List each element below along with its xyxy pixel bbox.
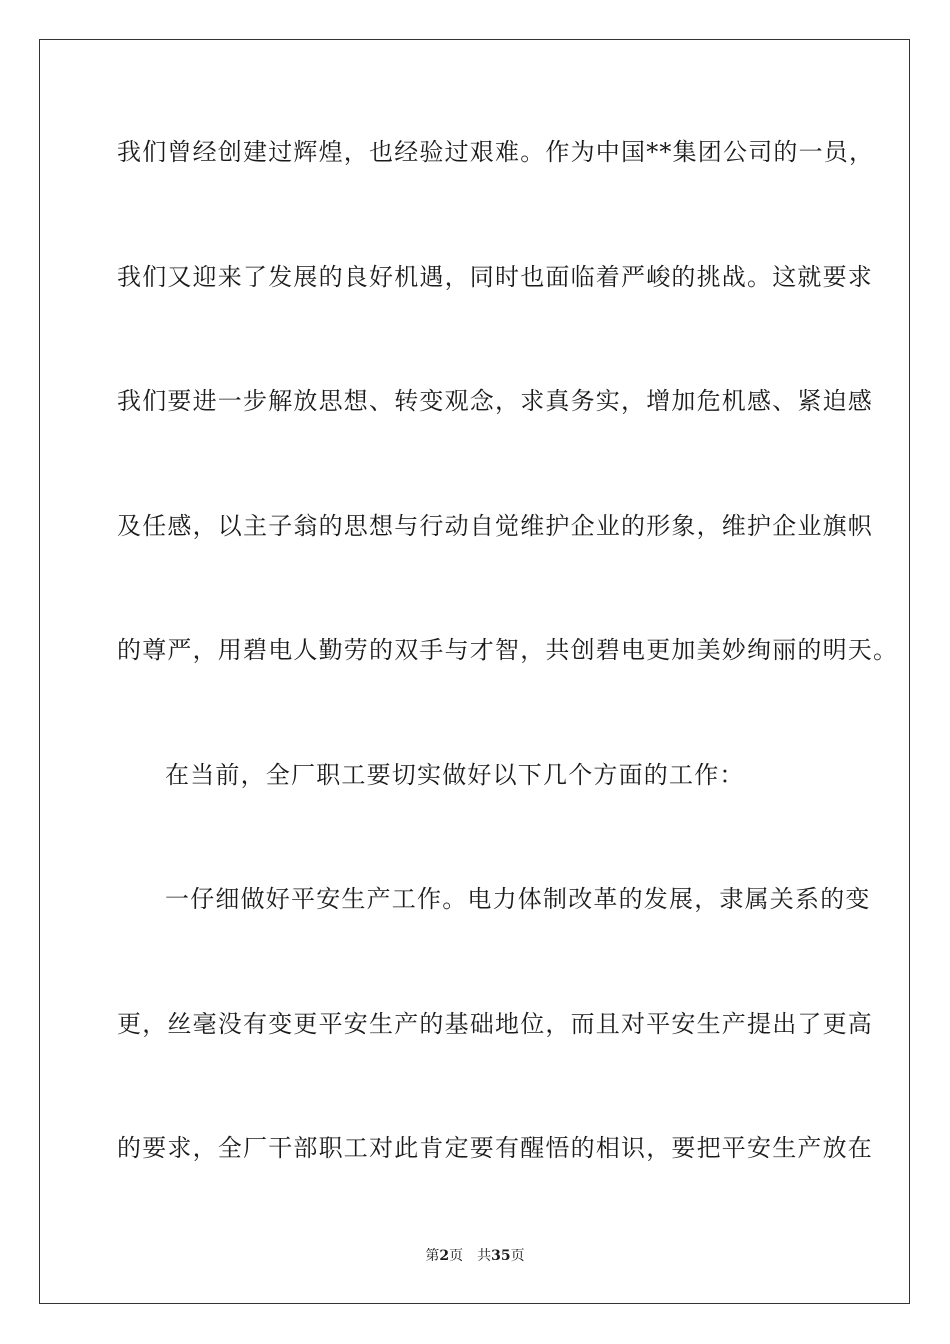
body-text-line: 更，丝毫没有变更平安生产的基础地位，而且对平安生产提出了更高 [117,1010,873,1038]
body-text-line: 及任感，以主子翁的思想与行动自觉维护企业的形象，维护企业旗帜 [117,512,873,540]
current-page-number: 2 [439,1248,450,1264]
total-suffix: 页 [510,1248,525,1264]
paragraph-start-line: 在当前，全厂职工要切实做好以下几个方面的工作： [165,761,745,789]
body-text-line: 的尊严，用碧电人勤劳的双手与才智，共创碧电更加美妙绚丽的明天。 [117,636,899,664]
page-prefix: 第 [425,1248,440,1264]
body-text-line: 的要求，全厂干部职工对此肯定要有醒悟的相识，要把平安生产放在 [117,1134,873,1162]
page-suffix: 页 [449,1248,464,1264]
body-text-line: 我们又迎来了发展的良好机遇，同时也面临着严峻的挑战。这就要求 [117,263,873,291]
body-text-line: 我们要进一步解放思想、转变观念，求真务实，增加危机感、紧迫感 [117,387,873,415]
paragraph-start-line: 一仔细做好平安生产工作。电力体制改革的发展，隶属关系的变 [165,885,871,913]
total-prefix: 共 [477,1248,492,1264]
page-border [39,39,910,1304]
total-page-count: 35 [491,1248,511,1264]
body-text-line: 我们曾经创建过辉煌，也经验过艰难。作为中国**集团公司的一员， [117,138,875,166]
page-footer [0,1247,950,1265]
